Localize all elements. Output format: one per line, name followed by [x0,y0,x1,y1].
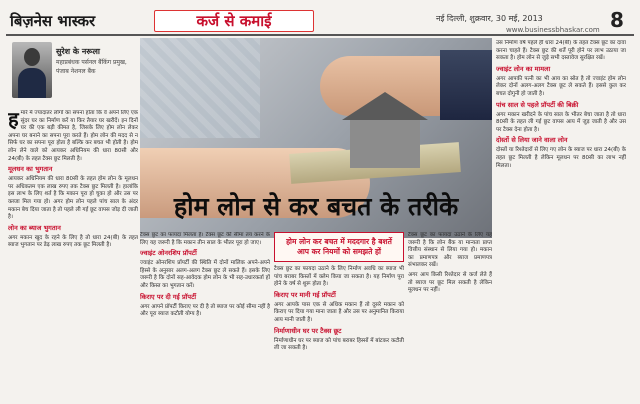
dropcap: ह [8,110,19,131]
masthead [6,8,634,34]
paragraph: अगर मकान खुद के रहने के लिए है तो धारा 24(बी) के तहत ब्याज भुगतान पर डेढ़ लाख रुपए तक छूट मिलती है। [8,234,138,249]
pull-quote [274,232,404,262]
paragraph: टैक्स छूट का फायदा उठाने के लिए यह जरूरी है कि लोन बैंक या मान्यता प्राप्त वित्तीय संस्थान से लिया गया हो। मकान का प्रमाणपत्र और ब्याज प्रमाणपत्र संभालकर रखें। [408,232,492,269]
paragraph: अगर आपकी पत्नी का भी आय का स्रोत है तो ज्वाइंट होम लोन लेकर दोनों अलग-अलग टैक्स छूट ले सकते हैं। इससे कुल कर बचत दोगुनी हो जाती है। [496,75,626,97]
paragraph: ज्वाइंट ओनरशिप प्रॉपर्टी की स्थिति में दोनों मालिक अपने-अपने हिस्से के अनुसार अलग-अलग टैक्स छूट ले सकते हैं। इसके लिए जरूरी है कि दोनों सह-आवेदक होम लोन के भी सह-उधारकर्ता हों और किस्त का भुगतान करें। [140,260,270,289]
paragraph: निर्माणाधीन घर पर ब्याज को पांच बराबर हिस्सों में बांटकर कटौती ली जा सकती है। [274,337,404,352]
subheading: ज्वाइंट लोन का मामला [496,64,551,73]
author-photo [12,42,52,98]
house-icon [350,118,420,168]
blueprint-shape [140,38,260,138]
paragraph: अगर आपने प्रॉपर्टी किराए पर दी है तो ब्याज पर कोई सीमा नहीं है और पूरा ब्याज कटौती योग्य है। [140,303,270,318]
dateline: नई दिल्ली, शुक्रवार, 30 मई, 2013 [436,14,543,23]
subheading: किराए पर मानी गई प्रॉपर्टी [274,290,336,299]
website-url: www.businessbhaskar.com [506,26,600,34]
author-box [8,42,138,106]
masthead-divider [6,34,634,36]
article-column-5 [496,40,626,400]
paragraph: टैक्स छूट का फायदा मिलता है। टैक्स छूट की सीमा तय करने के लिए यह जरूरी है कि मकान तीन साल के भीतर पूरा हो जाए। [140,232,270,246]
paragraph: टैक्स छूट का फायदा उठाने के लिए निर्माण अवधि का ब्याज भी पांच बराबर किस्तों में क्लेम किया जा सकता है। यह निर्माण पूरा होने के वर्ष से शुरू होता है। [274,266,404,288]
intro-paragraph [8,110,138,163]
article-column-1 [8,110,138,400]
section-title: कर्ज से कमाई [154,10,314,32]
article-column-2 [140,232,270,400]
subheading: निर्माणाधीन घर पर टैक्स छूट [274,326,342,335]
paragraph: अगर आप किसी रिश्तेदार से कर्ज लेते हैं तो ब्याज पर छूट मिल सकती है लेकिन मूलधन पर नहीं। [408,271,492,294]
headline: होम लोन से कर बचत के तरीके [173,192,459,221]
author-name: सुरेश के नरूला [56,47,100,56]
paragraph: अगर मकान खरीदने के पांच साल के भीतर बेचा जाता है तो धारा 80सी के तहत ली गई छूट वापस आय में जुड़ जाती है और उस पर टैक्स देना होता है। [496,111,626,133]
suit-cuff-shape [440,50,492,120]
subheading: लोन का ब्याज भुगतान [8,223,61,232]
article-column-4 [408,232,492,400]
subheading: पांच साल से पहले प्रॉपर्टी की बिक्री [496,100,579,109]
intro-text: मारे में ज्यादातर लोगों का सपना होता कि वे अपने लिए एक सुंदर घर का निर्माण करें या किर तैयार घर खरीदें। इन दिनों घर की एक बड़ी कीमत है, जिसके लिए होम लोन लेकर अपना घर बनाने का सपना पूरा करते हैं। होम लोन की मदद से न सिर्फ घर का सपना पूरा होता है बल्कि कर बचत भी होती है। होम लोन लेने वाले को आयकर अधिनियम की धारा 80सी और 24(बी) के तहत टैक्स छूट मिलती है। [8,110,138,162]
subheading: दोस्तों से लिया जाने वाला लोन [496,136,568,145]
subheading: ज्वाइंट ओनरशिप प्रॉपर्टी [140,249,197,258]
article-column-3 [274,232,404,400]
paragraph: दोस्तों या रिश्तेदारों से लिए गए लोन के ब्याज पर धारा 24(बी) के तहत छूट मिलती है लेकिन मूलधन पर 80सी का लाभ नहीं मिलता। [496,147,626,169]
page-number: 8 [610,8,624,32]
subheading: मूलधन का भुगतान [8,165,53,174]
paragraph: अगर आपके पास एक से अधिक मकान हैं तो दूसरे मकान को किराए पर दिया गया माना जाता है और उस पर अनुमानित किराया आय मानी जाती है। [274,301,404,323]
paragraph: उस निर्माण वर्ष पहले ही धारा 24(बी) के तहत टैक्स छूट का दावा करना चाहते हैं। टैक्स छूट की शर्तें पूरी होने पर लाभ उठाया जा सकता है। होम लोन से जुड़े सभी दस्तावेज सुरक्षित रखें। [496,40,626,62]
author-role: महाप्रबंधक पर्सनल बैंकिंग प्रमुख, पंजाब नेशनल बैंक [56,59,127,75]
subheading: किराए पर दी गई प्रॉपर्टी [140,292,197,301]
newspaper-logo: बिज़नेस भास्कर [10,12,96,30]
pull-quote-text: होम लोन कर बचत में मददगार है बशर्ते आप कर नियमों को समझते हों [286,237,392,256]
paragraph: आयकर अधिनियम की धारा 80सी के तहत होम लोन के मूलधन पर अधिकतम एक लाख रुपए तक टैक्स छूट मिलती है। हालांकि इस लाभ के लिए शर्त है कि मकान पूरा हो चुका हो और उस पर कब्जा मिल गया हो। अगर होम लोन पहले पांच साल के अंदर मकान बेच दिया जाता है तो पहले ली गई छूट वापस जोड़ दी जाती है। [8,176,138,221]
